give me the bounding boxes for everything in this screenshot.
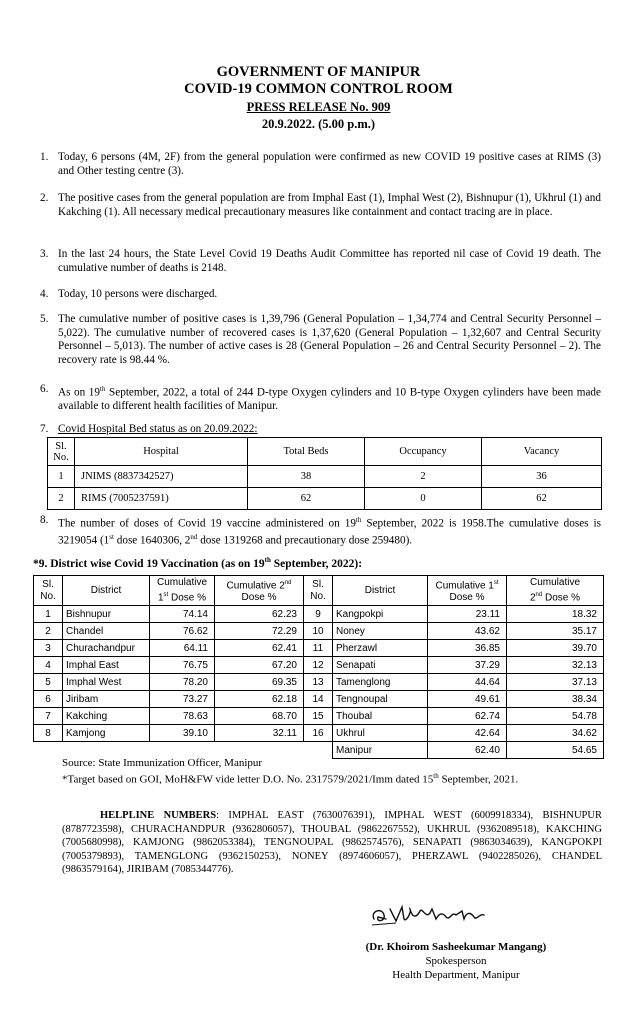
- table-row: [34, 725, 604, 742]
- item-text: Today, 6 persons (4M, 2F) from the general population were confirmed as new COVID 19 positive cases at RIMS (3) and Other testing centre (3).: [58, 151, 601, 177]
- district-vaccination-table: [33, 575, 604, 759]
- cell-district: Pherzawl: [333, 640, 428, 657]
- table-header-row: [34, 576, 604, 606]
- cell-sl: 13: [304, 674, 333, 691]
- table-header-row: [48, 438, 602, 466]
- cell-total-beds: 38: [248, 466, 365, 488]
- cell-sl: 3: [34, 640, 63, 657]
- cell-dose2: 69.35: [215, 674, 304, 691]
- cell-district: Manipur: [333, 742, 428, 759]
- table-row: [34, 657, 604, 674]
- item-1: [36, 151, 601, 178]
- cell-dose2: 38.34: [507, 691, 604, 708]
- cell-sl: 1: [34, 606, 63, 623]
- item-text: The number of doses of Covid 19 vaccine administered on 19th September, 2022 is 1958.The cumulative doses is 3219054 (1st dose 1640306, 2nd dose 1319268 and precautionary dose 259480).: [58, 516, 601, 548]
- cell-dose1: 23.11: [428, 606, 507, 623]
- cell-dose1: 62.40: [428, 742, 507, 759]
- cell-dose1: 74.14: [150, 606, 215, 623]
- total-row: [34, 742, 604, 759]
- cell-district: Thoubal: [333, 708, 428, 725]
- vaccination-table-body: [34, 606, 604, 742]
- item-5: [36, 313, 601, 367]
- vaccination-section-title: *9. District wise Covid 19 Vaccination (as on 19th September, 2022):: [33, 556, 363, 570]
- item-7: [36, 423, 601, 437]
- header-district-2: District: [333, 576, 428, 606]
- cell-sl: 14: [304, 691, 333, 708]
- cell-district: Tengnoupal: [333, 691, 428, 708]
- cell-sl: 12: [304, 657, 333, 674]
- signatory-title: Spokesperson: [425, 955, 487, 967]
- signature-image: [366, 897, 516, 931]
- cell-dose2: 34.62: [507, 725, 604, 742]
- cell-district: Kamjong: [63, 725, 150, 742]
- cell-dose2: 62.41: [215, 640, 304, 657]
- item-number: 4.: [40, 288, 49, 300]
- cell-dose2: 18.32: [507, 606, 604, 623]
- cell-dose2: 72.29: [215, 623, 304, 640]
- item-6: [36, 383, 601, 414]
- hospital-bed-table: [47, 437, 602, 510]
- cell-dose2: 62.23: [215, 606, 304, 623]
- cell-dose2: 54.65: [507, 742, 604, 759]
- table-row: [34, 674, 604, 691]
- item-8: [36, 514, 601, 549]
- cell-dose1: 36.85: [428, 640, 507, 657]
- cell-dose1: 78.63: [150, 708, 215, 725]
- item-4: [36, 288, 601, 302]
- cell-sl: 2: [48, 488, 75, 510]
- item-text: The positive cases from the general population are from Imphal East (1), Imphal West (2), Bishnupur (1), Ukhrul (1) and Kakching (1). All necessary medical precautionary measures like containment and contact tracing are in place.: [58, 192, 601, 218]
- cell-dose2: 32.13: [507, 657, 604, 674]
- header-sl: Sl. No.: [34, 576, 63, 606]
- cell-sl: 1: [48, 466, 75, 488]
- item-number: 8.: [40, 514, 49, 526]
- cell-occupancy: 2: [365, 466, 482, 488]
- cell-dose1: 49.61: [428, 691, 507, 708]
- cell-dose1: 64.11: [150, 640, 215, 657]
- header-district: District: [63, 576, 150, 606]
- cell-dose1: 37.29: [428, 657, 507, 674]
- cell-dose1: 44.64: [428, 674, 507, 691]
- cell-district: Imphal East: [63, 657, 150, 674]
- cell-district: Chandel: [63, 623, 150, 640]
- cell-district: Ukhrul: [333, 725, 428, 742]
- cell-dose1: 76.62: [150, 623, 215, 640]
- cell-dose2: 35.17: [507, 623, 604, 640]
- item-number: 7.: [40, 423, 49, 435]
- cell-sl: 7: [34, 708, 63, 725]
- helpline-label: HELPLINE NUMBERS: [100, 810, 217, 821]
- cell-sl: 5: [34, 674, 63, 691]
- item-number: 2.: [40, 192, 49, 204]
- header-dose1-2: Cumulative 1st Dose %: [428, 576, 507, 606]
- cell-dose1: 39.10: [150, 725, 215, 742]
- cell-district: Tamenglong: [333, 674, 428, 691]
- header-dose2: Cumulative 2nd Dose %: [215, 576, 304, 606]
- target-note: *Target based on GOI, MoH&FW vide letter D.O. No. 2317579/2021/Imm dated 15th September, 2021.: [62, 772, 519, 786]
- item-text: Covid Hospital Bed status as on 20.09.2022:: [58, 423, 258, 435]
- cell-district: Noney: [333, 623, 428, 640]
- table-row: [34, 708, 604, 725]
- cell-district: Jiribam: [63, 691, 150, 708]
- cell-hospital: JNIMS (8837342527): [75, 466, 248, 488]
- cell-dose1: 73.27: [150, 691, 215, 708]
- cell-vacancy: 36: [482, 466, 602, 488]
- header-sl-2: Sl. No.: [304, 576, 333, 606]
- cell-sl: 10: [304, 623, 333, 640]
- empty-cell: [34, 742, 333, 759]
- government-title: GOVERNMENT OF MANIPUR: [216, 64, 421, 80]
- cell-occupancy: 0: [365, 488, 482, 510]
- release-date: 20.9.2022. (5.00 p.m.): [261, 117, 376, 131]
- header-total-beds: Total Beds: [248, 438, 365, 466]
- item-text: The cumulative number of positive cases is 1,39,796 (General Population – 1,34,774 and Central Security Personnel – 5,022). The cumulative number of recovered cases is 1,37,620 (General Population – 1,32,607 and Central Security Personnel – 5,013). The number of active cases is 28 (General Population – 26 and Central Security Personnel – 2). The recovery rate is 98.44 %.: [58, 313, 601, 366]
- item-number: 3.: [40, 248, 49, 260]
- item-text: As on 19th September, 2022, a total of 244 D-type Oxygen cylinders and 10 B-type Oxygen cylinders have been made available to different health facilities of Manipur.: [58, 385, 601, 413]
- item-number: 6.: [40, 383, 49, 395]
- header-hospital: Hospital: [75, 438, 248, 466]
- cell-dose2: 32.11: [215, 725, 304, 742]
- cell-total-beds: 62: [248, 488, 365, 510]
- cell-vacancy: 62: [482, 488, 602, 510]
- cell-sl: 9: [304, 606, 333, 623]
- cell-district: Kakching: [63, 708, 150, 725]
- cell-dose2: 62.18: [215, 691, 304, 708]
- cell-dose2: 39.70: [507, 640, 604, 657]
- table-row: [48, 488, 602, 510]
- cell-dose2: 37.13: [507, 674, 604, 691]
- cell-district: Bishnupur: [63, 606, 150, 623]
- cell-dose1: 42.64: [428, 725, 507, 742]
- cell-district: Imphal West: [63, 674, 150, 691]
- cell-hospital: RIMS (7005237591): [75, 488, 248, 510]
- table-row: [34, 640, 604, 657]
- cell-sl: 4: [34, 657, 63, 674]
- table-row: [34, 606, 604, 623]
- cell-sl: 8: [34, 725, 63, 742]
- helpline-numbers: [62, 809, 602, 877]
- cell-dose2: 67.20: [215, 657, 304, 674]
- cell-district: Senapati: [333, 657, 428, 674]
- header-sl: Sl. No.: [48, 438, 75, 466]
- item-text: Today, 10 persons were discharged.: [58, 288, 218, 300]
- signatory-department: Health Department, Manipur: [392, 969, 520, 981]
- cell-dose2: 54.78: [507, 708, 604, 725]
- item-2: [36, 192, 601, 219]
- item-number: 1.: [40, 151, 49, 163]
- cell-dose1: 43.62: [428, 623, 507, 640]
- cell-sl: 2: [34, 623, 63, 640]
- header-dose2-2: Cumulative 2nd Dose %: [507, 576, 604, 606]
- cell-dose1: 76.75: [150, 657, 215, 674]
- cell-sl: 11: [304, 640, 333, 657]
- table-row: [34, 623, 604, 640]
- signatory-name: (Dr. Khoirom Sasheekumar Mangang): [365, 941, 547, 953]
- item-text: In the last 24 hours, the State Level Covid 19 Deaths Audit Committee has reported nil case of Covid 19 death. The cumulative number of deaths is 2148.: [58, 248, 601, 274]
- helpline-text: : IMPHAL EAST (7630076391), IMPHAL WEST (6009918334), BISHNUPUR (8787723598), CHURACHANDPUR (9362806057), THOUBAL (9862267552), UKHRUL (9362089518), KAKCHING (7005680998), KAMJONG (9862053384), TENGNOUPAL (9862574576), SENAPATI (9863034639), KANGPOKPI (7005379893), TAMENGLONG (9362150253), NONEY (8974606057), PHERZAWL (9402285026), CHANDEL (9863579164), JIRIBAM (7085344776).: [62, 810, 602, 875]
- cell-sl: 16: [304, 725, 333, 742]
- cell-dose2: 68.70: [215, 708, 304, 725]
- press-release-number: PRESS RELEASE No. 909: [246, 100, 391, 114]
- cell-sl: 6: [34, 691, 63, 708]
- cell-district: Churachandpur: [63, 640, 150, 657]
- header-vacancy: Vacancy: [482, 438, 602, 466]
- cell-district: Kangpokpi: [333, 606, 428, 623]
- table-row: [48, 466, 602, 488]
- header-dose1: Cumulative 1st Dose %: [150, 576, 215, 606]
- cell-dose1: 62.74: [428, 708, 507, 725]
- cell-sl: 15: [304, 708, 333, 725]
- control-room-title: COVID-19 COMMON CONTROL ROOM: [184, 81, 453, 97]
- table-row: [34, 691, 604, 708]
- item-number: 5.: [40, 313, 49, 325]
- cell-dose1: 78.20: [150, 674, 215, 691]
- header-occupancy: Occupancy: [365, 438, 482, 466]
- source-note: Source: State Immunization Officer, Manipur: [62, 757, 263, 769]
- item-3: [36, 248, 601, 275]
